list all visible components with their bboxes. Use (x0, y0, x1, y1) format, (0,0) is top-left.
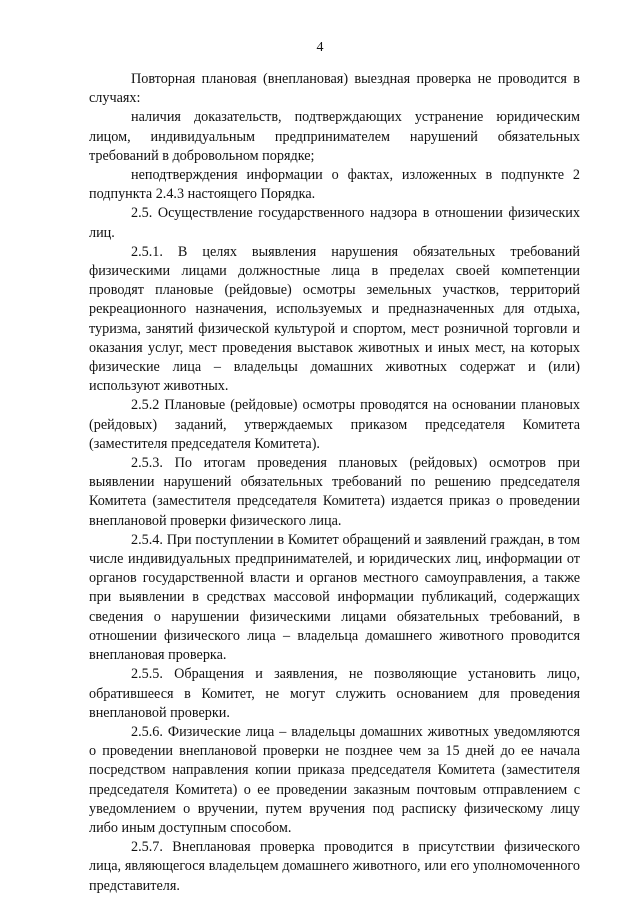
document-body (89, 70, 580, 896)
paragraph-2-5-6: 2.5.6. Физические лица – владельцы домашних животных уведомляются о проведении внеплановой проверки не позднее чем за 15 дней до ее начала посредством направления копии приказа председателя Комитета (заместителя председателя Комитета) о ее проведении заказным почтовым отправлением с уведомлением о вручении, путем вручения под расписку физическому лицу либо иным доступным способом. (89, 723, 580, 836)
paragraph-2-5-5: 2.5.5. Обращения и заявления, не позволяющие установить лицо, обратившееся в Комитет, не могут служить основанием для проведения внеплановой проверки. (89, 666, 580, 721)
paragraph-unconfirmed-case: неподтверждения информации о фактах, изложенных в подпункте 2 подпункта 2.4.3 настоящего Порядка. (89, 167, 580, 203)
paragraph-2-5-7: 2.5.7. Внеплановая проверка проводится в присутствии физического лица, являющегося владельцем домашнего животного, или его уполномоченного представителя. (89, 839, 580, 894)
paragraph-2-5-heading: 2.5. Осуществление государственного надзора в отношении физических лиц. (89, 205, 580, 241)
paragraph-2-5-3: 2.5.3. По итогам проведения плановых (рейдовых) осмотров при выявлении нарушений обязательных требований по решению председателя Комитета (заместителя председателя Комитета) издается приказ о проведении внеплановой проверки физического лица. (89, 455, 580, 529)
paragraph-2-5-2: 2.5.2 Плановые (рейдовые) осмотры проводятся на основании плановых (рейдовых) заданий, утверждаемых приказом председателя Комитета (заместителя председателя Комитета). (89, 397, 580, 452)
paragraph-repeat-inspection: Повторная плановая (внеплановая) выездная проверка не проводится в случаях: (89, 71, 580, 107)
paragraph-2-5-1: 2.5.1. В целях выявления нарушения обязательных требований физическими лицами должностные лица в пределах своей компетенции проводят плановые (рейдовые) осмотры земельных участков, территорий рекреационного назначения, используемых и предназначенных для отдыха, туризма, занятий физической культурой и спортом, мест розничной торговли и оказания услуг, мест проведения выставок животных и иных мест, на которых физические лица – владельцы домашних животных содержат и (или) используют животных. (89, 243, 580, 395)
paragraph-evidence-case: наличия доказательств, подтверждающих устранение юридическим лицом, индивидуальным предпринимателем нарушений обязательных требований в добровольном порядке; (89, 109, 580, 164)
paragraph-2-5-4: 2.5.4. При поступлении в Комитет обращений и заявлений граждан, в том числе индивидуальных предпринимателей, и юридических лиц, информации от органов государственной власти и органов местного самоуправления, а также при выявлении в средствах массовой информации публикаций, содержащих сведения о нарушении физическими лицами обязательных требований, в отношении физического лица – владельца домашнего животного проводится внеплановая проверка. (89, 531, 580, 664)
page-number: 4 (316, 40, 324, 55)
